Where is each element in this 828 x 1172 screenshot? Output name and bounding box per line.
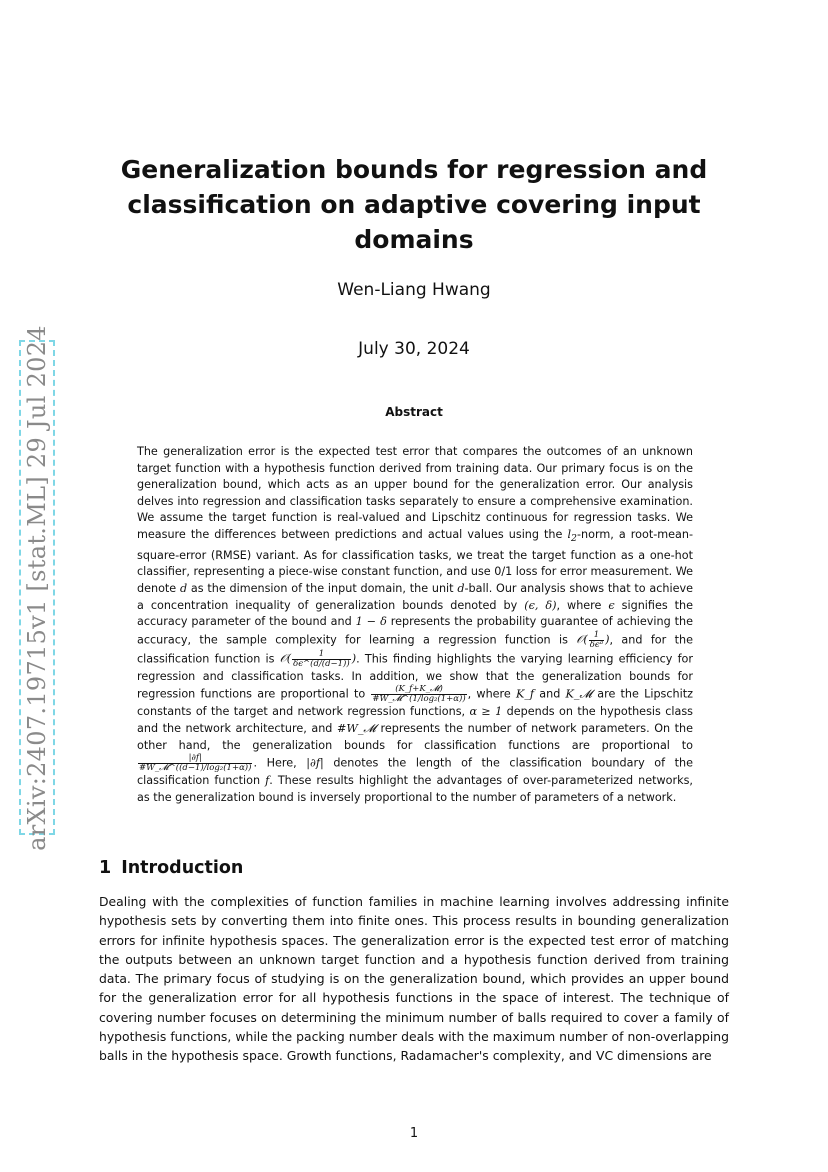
introduction-paragraph: Dealing with the complexities of function families in machine learning involves addressing infinite hypothesis sets by converting them into finite ones. This process results in bounding generalization errors for infinite hypothesis spaces. The generalization error is the expected test error of matching the outputs between an unknown target function and a hypothesis function derived from training data. The primary focus of studying is on the generalization bound, which provides an upper bound for the generalization error for all hypothesis functions in the space of interest. The technique of covering number focuses on determining the minimum number of balls required to cover a family of hypothesis functions, while the packing number deals with the maximum number of non-overlapping balls in the hypothesis space. Growth functions, Radamacher's complexity, and VC dimensions are [99,894,729,1064]
math-denominator: δϵᵈ [589,639,604,650]
abstract-body [137,444,693,806]
math-l2-norm [567,527,577,545]
math-f: f [265,774,270,788]
section-heading [99,858,243,878]
abstract-text: . These results highlight the advantages of over-parameterized networks, as the generalization bound is inversely proportional to the number of parameters of a network. [137,774,693,804]
abstract-text: , where [556,598,609,612]
introduction-body [99,892,729,1066]
math-d: d [457,581,465,595]
math-wm: #W_𝓜 [336,721,376,735]
arxiv-identifier: arXiv:2407.19715v1 [stat.ML] 29 Jul 2024 [23,324,51,851]
math-d: d [179,581,188,595]
math-fraction [589,631,604,650]
abstract-text: represents the number of network parameters. On the other hand, the generalization bounds for classification functions are proportional to [137,721,694,752]
math-big-o: 𝒪( [279,652,292,666]
abstract-text: denotes the length of the classification boundary of the classification function [137,756,694,788]
abstract-text: . This finding highlights the varying learning efficiency for regression and classification tasks. In addition, we show that the generalization bounds for regression functions are proportional to [137,652,693,701]
abstract-heading: Abstract [385,405,443,419]
math-numerator: 1 [589,631,604,641]
math-paren: ) [351,652,357,666]
abstract-text: depends on the hypothesis class and the network architecture, and [137,705,693,735]
abstract-text: are the Lipschitz constants of the target and network regression functions, [137,687,693,719]
abstract-text: signifies the accuracy parameter of the bound and [137,598,694,629]
abstract-paragraph [137,444,693,806]
math-boundary-length: |∂f| [306,756,324,770]
abstract-text: represents the probability guarantee of achieving the accuracy, the sample complexity for learning a regression function is [137,615,694,647]
math-alpha: α ≥ 1 [469,705,503,719]
math-classification-bound [138,754,252,773]
abstract-text: -norm, a root-mean-square-error (RMSE) variant. As for classification tasks, we treat the target function as a one-hot classifier, representing a piece-wise constant function, and use 0/1 loss for error measurement. We denote [137,527,694,595]
math-l: l [567,527,572,541]
math-subscript: 2 [571,533,577,545]
math-eps-delta: (ϵ, δ) [524,598,557,612]
abstract-text: as the dimension of the input domain, the unit [187,581,458,595]
math-fraction [292,650,351,669]
section-number: 1 [99,858,112,878]
abstract-text: The generalization error is the expected test error that compares the outcomes of an unknown target function with a hypothesis function derived from training data. Our primary focus is on the generalization bound, which acts as an upper bound for the generalization error. Our analysis delves into regression and classification tasks separately to ensure a comprehensive examination. We assume the target function is real-valued and Lipschitz continuous for regression tasks. We measure the differences between predictions and actual values using the [137,445,693,541]
math-one-minus-delta: 1 − δ [355,615,387,629]
math-kf: K_f [515,687,535,701]
page-number: 1 [409,1126,419,1141]
math-denominator: #W_𝓜^(1/log₂(1+α)) [372,694,466,705]
paper-date: July 30, 2024 [358,339,470,359]
abstract-text: , and for the classification function is [137,633,693,666]
paper-title: Generalization bounds for regression and classification on adaptive covering input domains [120,155,708,254]
abstract-text: -ball. Our analysis shows that to achieve a concentration inequality of generalization bounds denoted by [137,581,693,612]
section-title: Introduction [121,858,244,878]
math-km: K_𝓜 [565,687,593,701]
math-denominator: #W_𝓜^((d−1)/log₂(1+α)) [139,763,252,774]
math-denominator: δϵ^(d/(d−1)) [293,658,350,669]
math-numerator: (K_f+K_𝓜) [371,685,466,695]
math-eps: ϵ [608,598,615,612]
math-regression-complexity [576,629,610,650]
math-classification-complexity [279,648,357,669]
abstract-text: . Here, [253,756,307,770]
abstract-text: and [534,687,566,701]
math-paren: ) [605,633,610,647]
author-name: Wen-Liang Hwang [337,280,491,300]
math-numerator: 1 [292,650,351,660]
abstract-text: , where [467,687,516,701]
math-numerator: |∂f| [138,754,252,764]
math-big-o: 𝒪( [576,633,588,647]
math-regression-bound [371,685,466,704]
